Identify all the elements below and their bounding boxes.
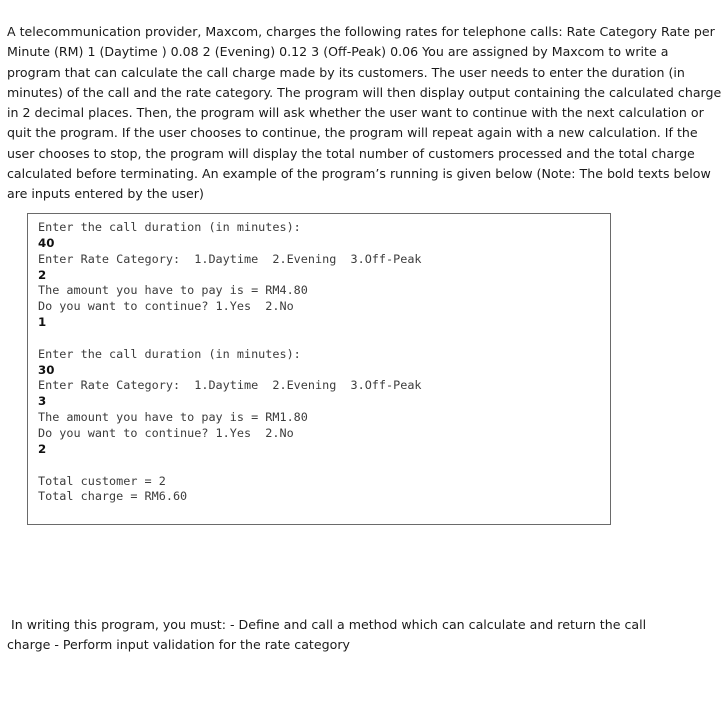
problem-description: A telecommunication provider, Maxcom, charges the following rates for telephone calls: Rate Category Rate per Minute (RM) 1 (Daytime ) 0.08 2 (Evening) 0.12 3 (Off-Peak) 0.06 You are assigned by Maxcom to write a program that can calculate the call charge made by its customers. The user needs to enter the duration (in minutes) of the call and the rate category. The program will then display output containing the calculated charge in 2 decimal places. Then, the program will ask whether the user want to continue with the next calculation or quit the program. If the user chooses to continue, the program will repeat again with a new calculation. If the user chooses to stop, the program will display the total number of customers processed and the total charge calculated before terminating. An example of the program’s running is given below (Note: The bold texts below are inputs entered by the user) — [7, 24, 722, 202]
console-input-line: 30 — [38, 362, 55, 377]
requirements-line-2: charge - Perform input validation for the rate category — [7, 637, 350, 653]
console-output-line: Enter Rate Category: 1.Daytime 2.Evening 3.Off-Peak — [38, 251, 422, 266]
program-requirements — [7, 615, 707, 656]
console-output-line: Do you want to continue? 1.Yes 2.No — [38, 299, 294, 314]
console-output-line: Total customer = 2 — [38, 473, 166, 488]
console-input-line: 3 — [38, 394, 47, 409]
console-output-line: The amount you have to pay is = RM4.80 — [38, 283, 308, 298]
console-input-line: 2 — [38, 267, 47, 282]
console-input-line: 40 — [38, 235, 55, 250]
requirements-line-1: In writing this program, you must: - Define and call a method which can calculate and return the call — [11, 617, 647, 632]
console-blank-line — [38, 458, 610, 474]
console-input-line: 2 — [38, 441, 47, 456]
console-output-line: Enter Rate Category: 1.Daytime 2.Evening 3.Off-Peak — [38, 378, 422, 393]
console-output-line: The amount you have to pay is = RM1.80 — [38, 410, 308, 425]
sample-program-output — [27, 213, 611, 525]
console-output-line: Enter the call duration (in minutes): — [38, 346, 301, 361]
console-output-line: Do you want to continue? 1.Yes 2.No — [38, 425, 294, 440]
console-output-line: Total charge = RM6.60 — [38, 489, 188, 504]
console-output-line: Enter the call duration (in minutes): — [38, 220, 301, 234]
console-input-line: 1 — [38, 315, 47, 330]
console-blank-line — [38, 331, 610, 347]
